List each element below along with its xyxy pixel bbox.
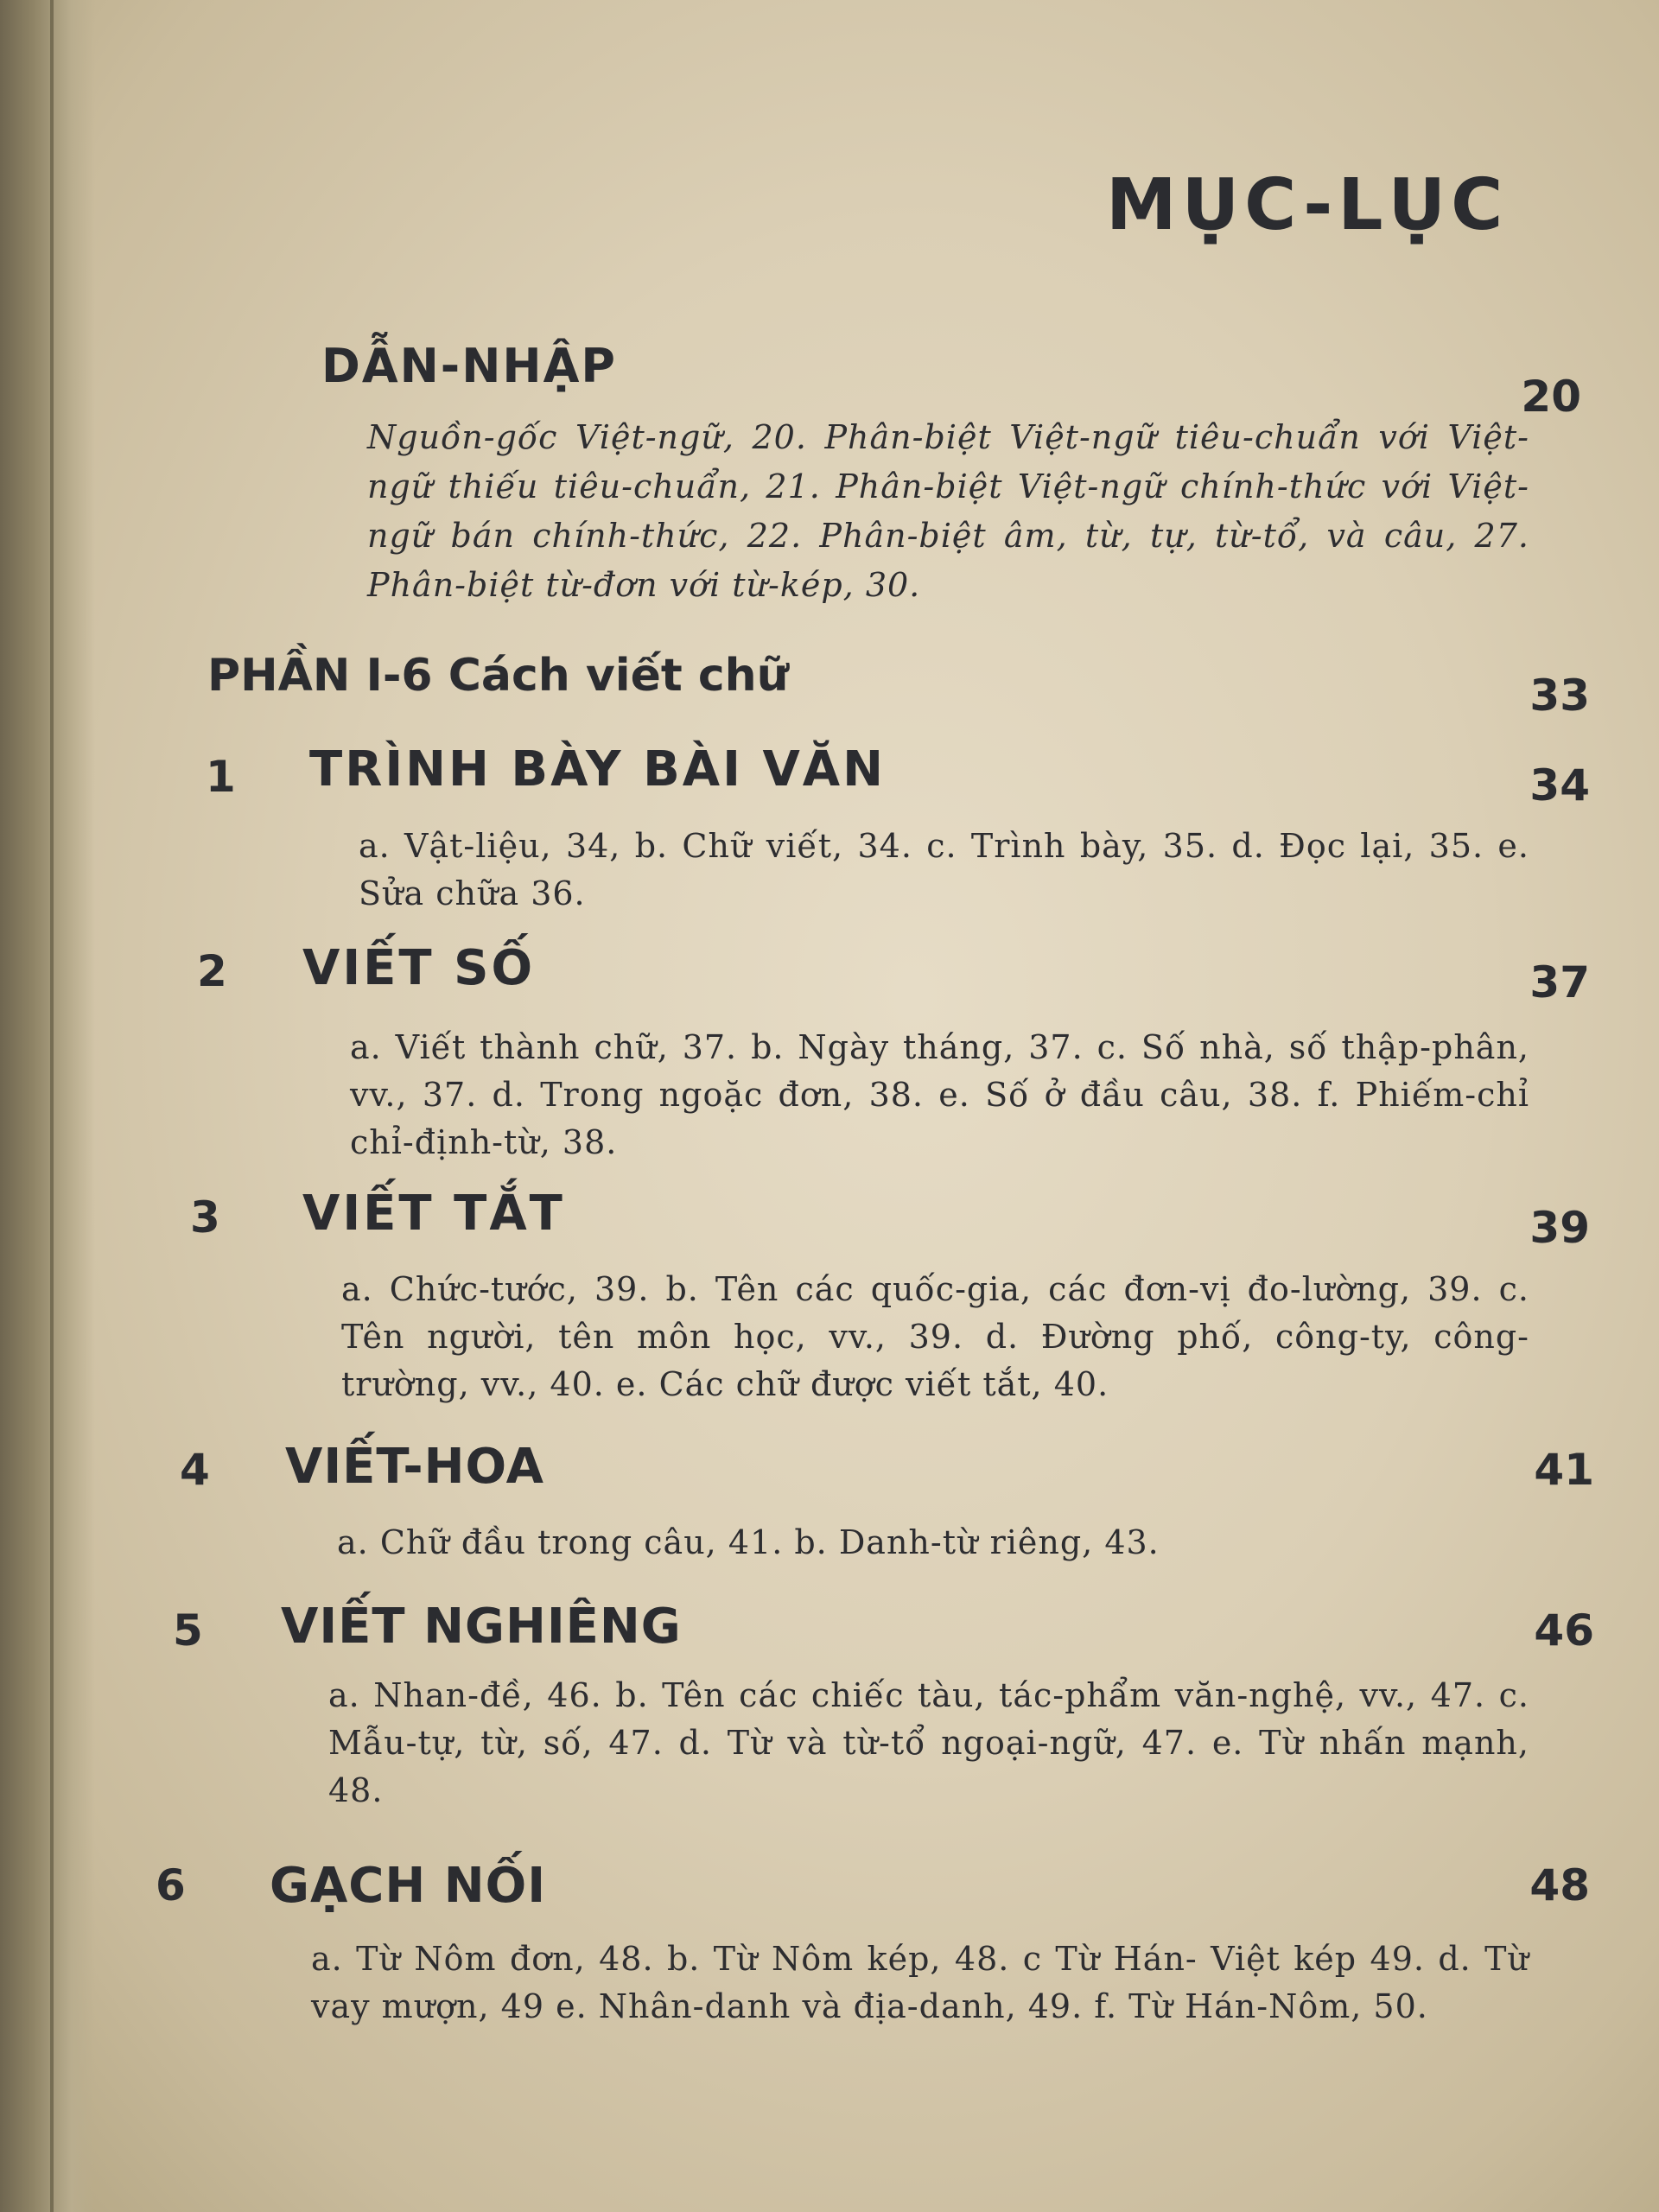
intro-description: Nguồn-gốc Việt-ngữ, 20. Phân-biệt Việt-ngữ tiêu-chuẩn với Việt-ngữ thiếu tiêu-chuẩn, 21. Phân-biệt Việt-ngữ chính-thức với Việt-ngữ bán chính-thức, 22. Phân-biệt âm, từ, tự, từ-tổ, và câu, 27. Phân-biệt từ-đơn với từ-kép, 30. — [367, 418, 1529, 604]
section-1-description: a. Vật-liệu, 34, b. Chữ viết, 34. c. Trình bày, 35. d. Đọc lại, 35. e. Sửa chữa 36. — [359, 827, 1529, 912]
section-3-heading: VIẾT TẮT — [302, 1185, 565, 1242]
part-page-number: 33 — [1529, 671, 1590, 721]
section-1-heading: TRÌNH BÀY BÀI VĂN — [309, 741, 886, 798]
section-3-page-number: 39 — [1529, 1203, 1590, 1253]
section-2-page-number: 37 — [1529, 957, 1590, 1007]
section-3-number: 3 — [190, 1192, 220, 1243]
section-4-description: a. Chữ đầu trong câu, 41. b. Danh-từ riêng, 43. — [337, 1523, 1160, 1561]
section-6-page-number: 48 — [1529, 1860, 1590, 1910]
section-2-heading: VIẾT SỐ — [302, 940, 536, 996]
section-5-description: a. Nhan-đề, 46. b. Tên các chiếc tàu, tác-phẩm văn-nghệ, vv., 47. c. Mẫu-tự, từ, số, 47. d. Từ và từ-tổ ngoại-ngữ, 47. e. Từ nhấn mạnh, 48. — [328, 1676, 1529, 1809]
section-1-page-number: 34 — [1529, 760, 1590, 810]
part-heading: PHẦN I-6 Cách viết chữ — [207, 650, 789, 702]
section-2-description: a. Viết thành chữ, 37. b. Ngày tháng, 37. c. Số nhà, số thập-phân, vv., 37. d. Trong ngoặc đơn, 38. e. Số ở đầu câu, 38. f. Phiếm-chỉ chỉ-định-từ, 38. — [350, 1028, 1529, 1161]
section-4-page-number: 41 — [1534, 1445, 1594, 1495]
section-6-heading: GẠCH NỐI — [270, 1858, 547, 1914]
section-6-number: 6 — [156, 1860, 186, 1910]
section-5-page-number: 46 — [1534, 1605, 1594, 1656]
section-6-description: a. Từ Nôm đơn, 48. b. Từ Nôm kép, 48. c Từ Hán- Việt kép 49. d. Từ vay mượn, 49 e. Nhân-danh và địa-danh, 49. f. Từ Hán-Nôm, 50. — [311, 1940, 1529, 2025]
section-5-heading: VIẾT NGHIÊNG — [281, 1599, 682, 1655]
section-4-number: 4 — [180, 1445, 210, 1495]
intro-page-number: 20 — [1521, 372, 1581, 422]
intro-heading: DẪN-NHẬP — [321, 339, 617, 393]
section-3-description: a. Chức-tước, 39. b. Tên các quốc-gia, các đơn-vị đo-lường, 39. c. Tên người, tên môn học, vv., 39. d. Đường phố, công-ty, công-trường, vv., 40. e. Các chữ được viết tắt, 40. — [341, 1270, 1529, 1403]
page-title: MỤC-LỤC — [1106, 164, 1509, 246]
section-4-heading: VIẾT-HOA — [285, 1439, 544, 1495]
section-5-number: 5 — [173, 1605, 203, 1656]
section-2-number: 2 — [197, 946, 227, 996]
section-1-number: 1 — [206, 752, 236, 802]
